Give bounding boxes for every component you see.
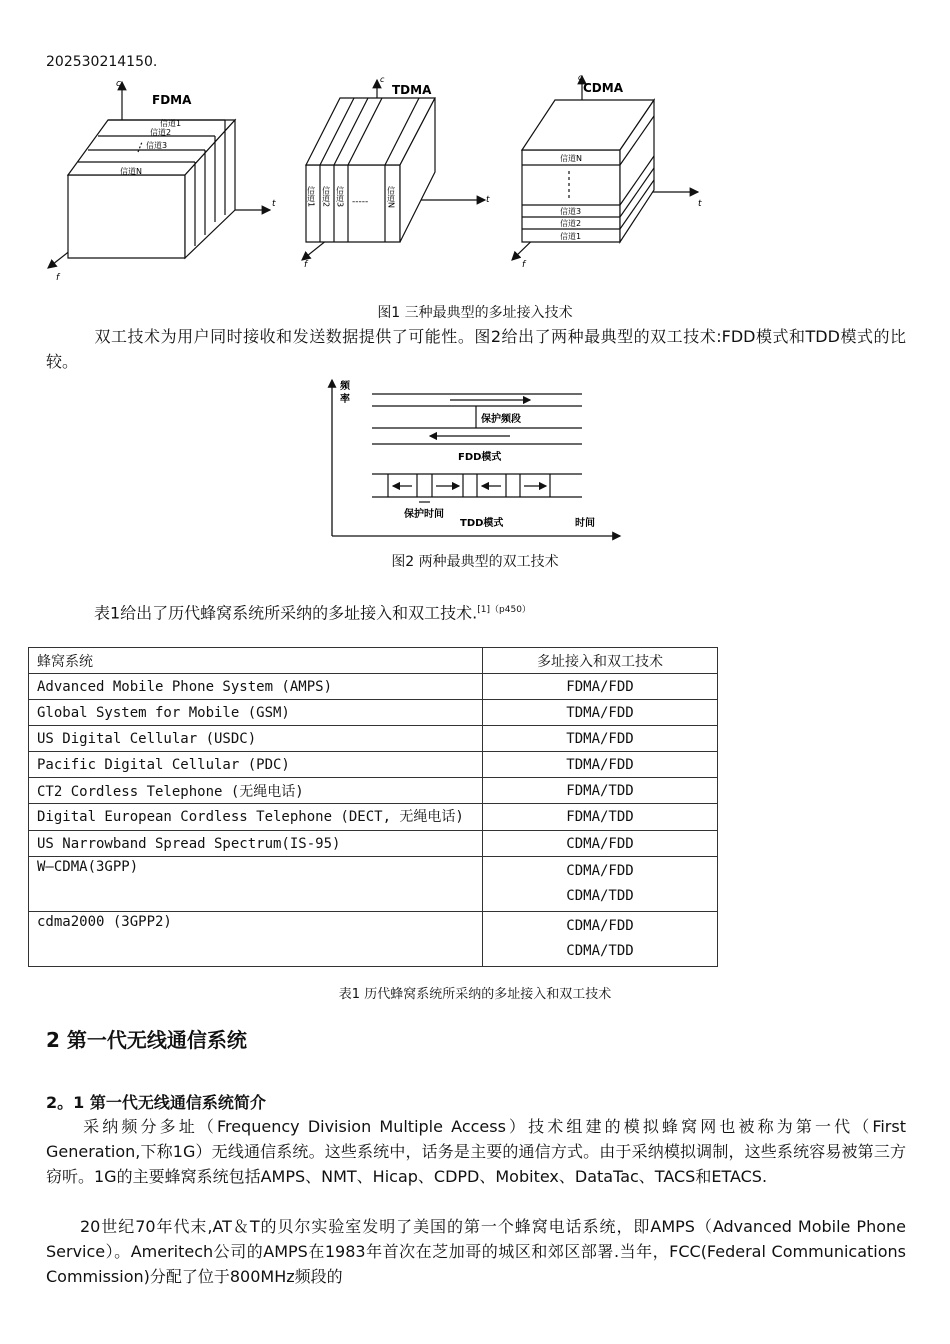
- table-cell-tech: [483, 857, 718, 912]
- table-cell-system: Digital European Cordless Telephone (DECT, 无绳电话): [29, 804, 483, 831]
- cdma-axis-c: c: [578, 73, 583, 82]
- table-header-row: [29, 648, 718, 674]
- paragraph-duplex-intro: [46, 324, 906, 374]
- fig2-guard-time: 保护时间: [404, 509, 444, 520]
- tdma-channel-label: 信道N: [386, 186, 396, 208]
- cdma-channel-label: 信道2: [560, 219, 582, 228]
- paragraph-text: 采纳频分多址（Frequency Division Multiple Access）技术组建的模拟蜂窝网也被称为第一代（First Generation,下称1G）无线通信系统。这些系统中，话务是主要的通信方式。由于采纳模拟调制，这些系统容易被第三方窃听。1G的主要蜂窝系统包括AMPS、NMT、Hicap、CDPD、Mobitex、DataTac、TACS和ETACS.: [46, 1117, 906, 1186]
- figure-2-caption: 图2 两种最典型的双工技术: [391, 554, 559, 570]
- fig2-fdd-label: FDD模式: [458, 452, 502, 463]
- table-row: [29, 912, 718, 967]
- paragraph-text: 20世纪70年代末,AT＆T的贝尔实验室发明了美国的第一个蜂窝电话系统，即AMPS（Advanced Mobile Phone Service）。Ameritech公司的AMPS在1983年首次在芝加哥的城区和郊区部署.当年，FCC(Federal Communications Commission)分配了位于800MHz频段的: [46, 1217, 906, 1286]
- table-cell-tech: TDMA/FDD: [483, 752, 718, 778]
- tech-value: CDMA/FDD: [566, 863, 634, 879]
- fdma-diagram: [48, 82, 270, 268]
- table-cell-system: W—CDMA(3GPP): [29, 857, 483, 912]
- fdd-bands: [372, 394, 582, 444]
- section-heading: 2 第一代无线通信系统: [46, 1028, 247, 1052]
- fdma-axis-c: c: [116, 79, 121, 89]
- tdma-channel-label: 信道1: [306, 186, 316, 208]
- tdma-title: TDMA: [392, 83, 432, 97]
- tdma-channel-label: 信道2: [321, 186, 331, 208]
- fdma-title: FDMA: [152, 93, 192, 107]
- table-header: 蜂窝系统: [29, 648, 483, 674]
- tech-value: CDMA/TDD: [566, 943, 634, 959]
- cdma-channel-label: 信道3: [560, 207, 582, 216]
- table-row: [29, 857, 718, 912]
- paragraph-1g-intro: [46, 1114, 906, 1189]
- tdma-axis-f: f: [304, 260, 308, 270]
- tdma-axis-c: c: [380, 75, 385, 84]
- fig2-ylabel: 率: [340, 394, 350, 405]
- fig2-ylabel: 频: [340, 381, 350, 392]
- tdma-diagram: [302, 80, 485, 260]
- table-cell-system: CT2 Cordless Telephone (无绳电话): [29, 778, 483, 804]
- fdma-channel-label: 信道N: [120, 167, 142, 176]
- paragraph-table-intro: [46, 598, 906, 625]
- table-row: [29, 778, 718, 804]
- fig2-tdd-label: TDD模式: [460, 518, 504, 529]
- fdma-axis-f: f: [56, 273, 60, 283]
- paragraph-text: 表1给出了历代蜂窝系统所采纳的多址接入和双工技术.: [94, 603, 478, 623]
- table-row: [29, 831, 718, 857]
- cdma-title: CDMA: [583, 81, 623, 95]
- tdma-axis-t: t: [486, 195, 490, 205]
- figure-2-duplex: [320, 376, 630, 542]
- table-cell-tech: FDMA/TDD: [483, 778, 718, 804]
- table-cell-system: cdma2000 (3GPP2): [29, 912, 483, 967]
- table-cell-tech: FDMA/FDD: [483, 674, 718, 700]
- table-cell-system: US Narrowband Spread Spectrum(IS-95): [29, 831, 483, 857]
- fig2-time-label: 时间: [575, 518, 595, 529]
- table-caption: 表1 历代蜂窝系统所采纳的多址接入和双工技术: [338, 987, 612, 1002]
- fig2-guard-band: 保护频段: [481, 414, 521, 425]
- tdma-ellipsis: -----: [352, 197, 369, 207]
- cdma-channel-label: 信道1: [560, 232, 582, 241]
- fdma-axis-t: t: [272, 199, 276, 209]
- table-row: [29, 700, 718, 726]
- systems-table: [28, 647, 718, 967]
- table-cell-tech: FDMA/TDD: [483, 804, 718, 831]
- table-row: [29, 674, 718, 700]
- table-row: [29, 726, 718, 752]
- systems-table-wrapper: [28, 647, 718, 967]
- table-row: [29, 752, 718, 778]
- paragraph-amps-history: [46, 1214, 906, 1289]
- fdma-channel-label: 信道3: [146, 141, 168, 150]
- tdma-channel-label: 信道3: [335, 186, 345, 208]
- figure-1-caption: 图1 三种最典型的多址接入技术: [377, 305, 573, 321]
- table-cell-tech: [483, 912, 718, 967]
- fdma-channel-label: 信道1: [160, 119, 182, 128]
- cdma-axis-f: f: [522, 260, 526, 270]
- figure-1-multiple-access: [30, 70, 730, 290]
- cdma-diagram: [512, 76, 698, 260]
- paragraph-text: 双工技术为用户同时接收和发送数据提供了可能性。图2给出了两种最典型的双工技术:FDD模式和TDD模式的比较。: [46, 327, 906, 371]
- table-row: [29, 804, 718, 831]
- table-cell-system: Global System for Mobile (GSM): [29, 700, 483, 726]
- table-cell-system: US Digital Cellular (USDC): [29, 726, 483, 752]
- tech-value: CDMA/TDD: [566, 888, 634, 904]
- table-cell-tech: TDMA/FDD: [483, 700, 718, 726]
- table-cell-system: Pacific Digital Cellular (PDC): [29, 752, 483, 778]
- document-id: 202530214150.: [46, 54, 158, 70]
- citation-ref: [1]（p450）: [477, 605, 531, 615]
- cdma-channel-label: 信道N: [560, 154, 582, 163]
- table-cell-tech: CDMA/FDD: [483, 831, 718, 857]
- table-header: 多址接入和双工技术: [483, 648, 718, 674]
- tdd-slots: [372, 474, 582, 502]
- cdma-axis-t: t: [698, 199, 702, 209]
- fdma-channel-label: 信道2: [150, 128, 172, 137]
- tech-value: CDMA/FDD: [566, 918, 634, 934]
- table-cell-tech: TDMA/FDD: [483, 726, 718, 752]
- table-cell-system: Advanced Mobile Phone System (AMPS): [29, 674, 483, 700]
- subsection-heading: 2。1 第一代无线通信系统简介: [46, 1093, 266, 1112]
